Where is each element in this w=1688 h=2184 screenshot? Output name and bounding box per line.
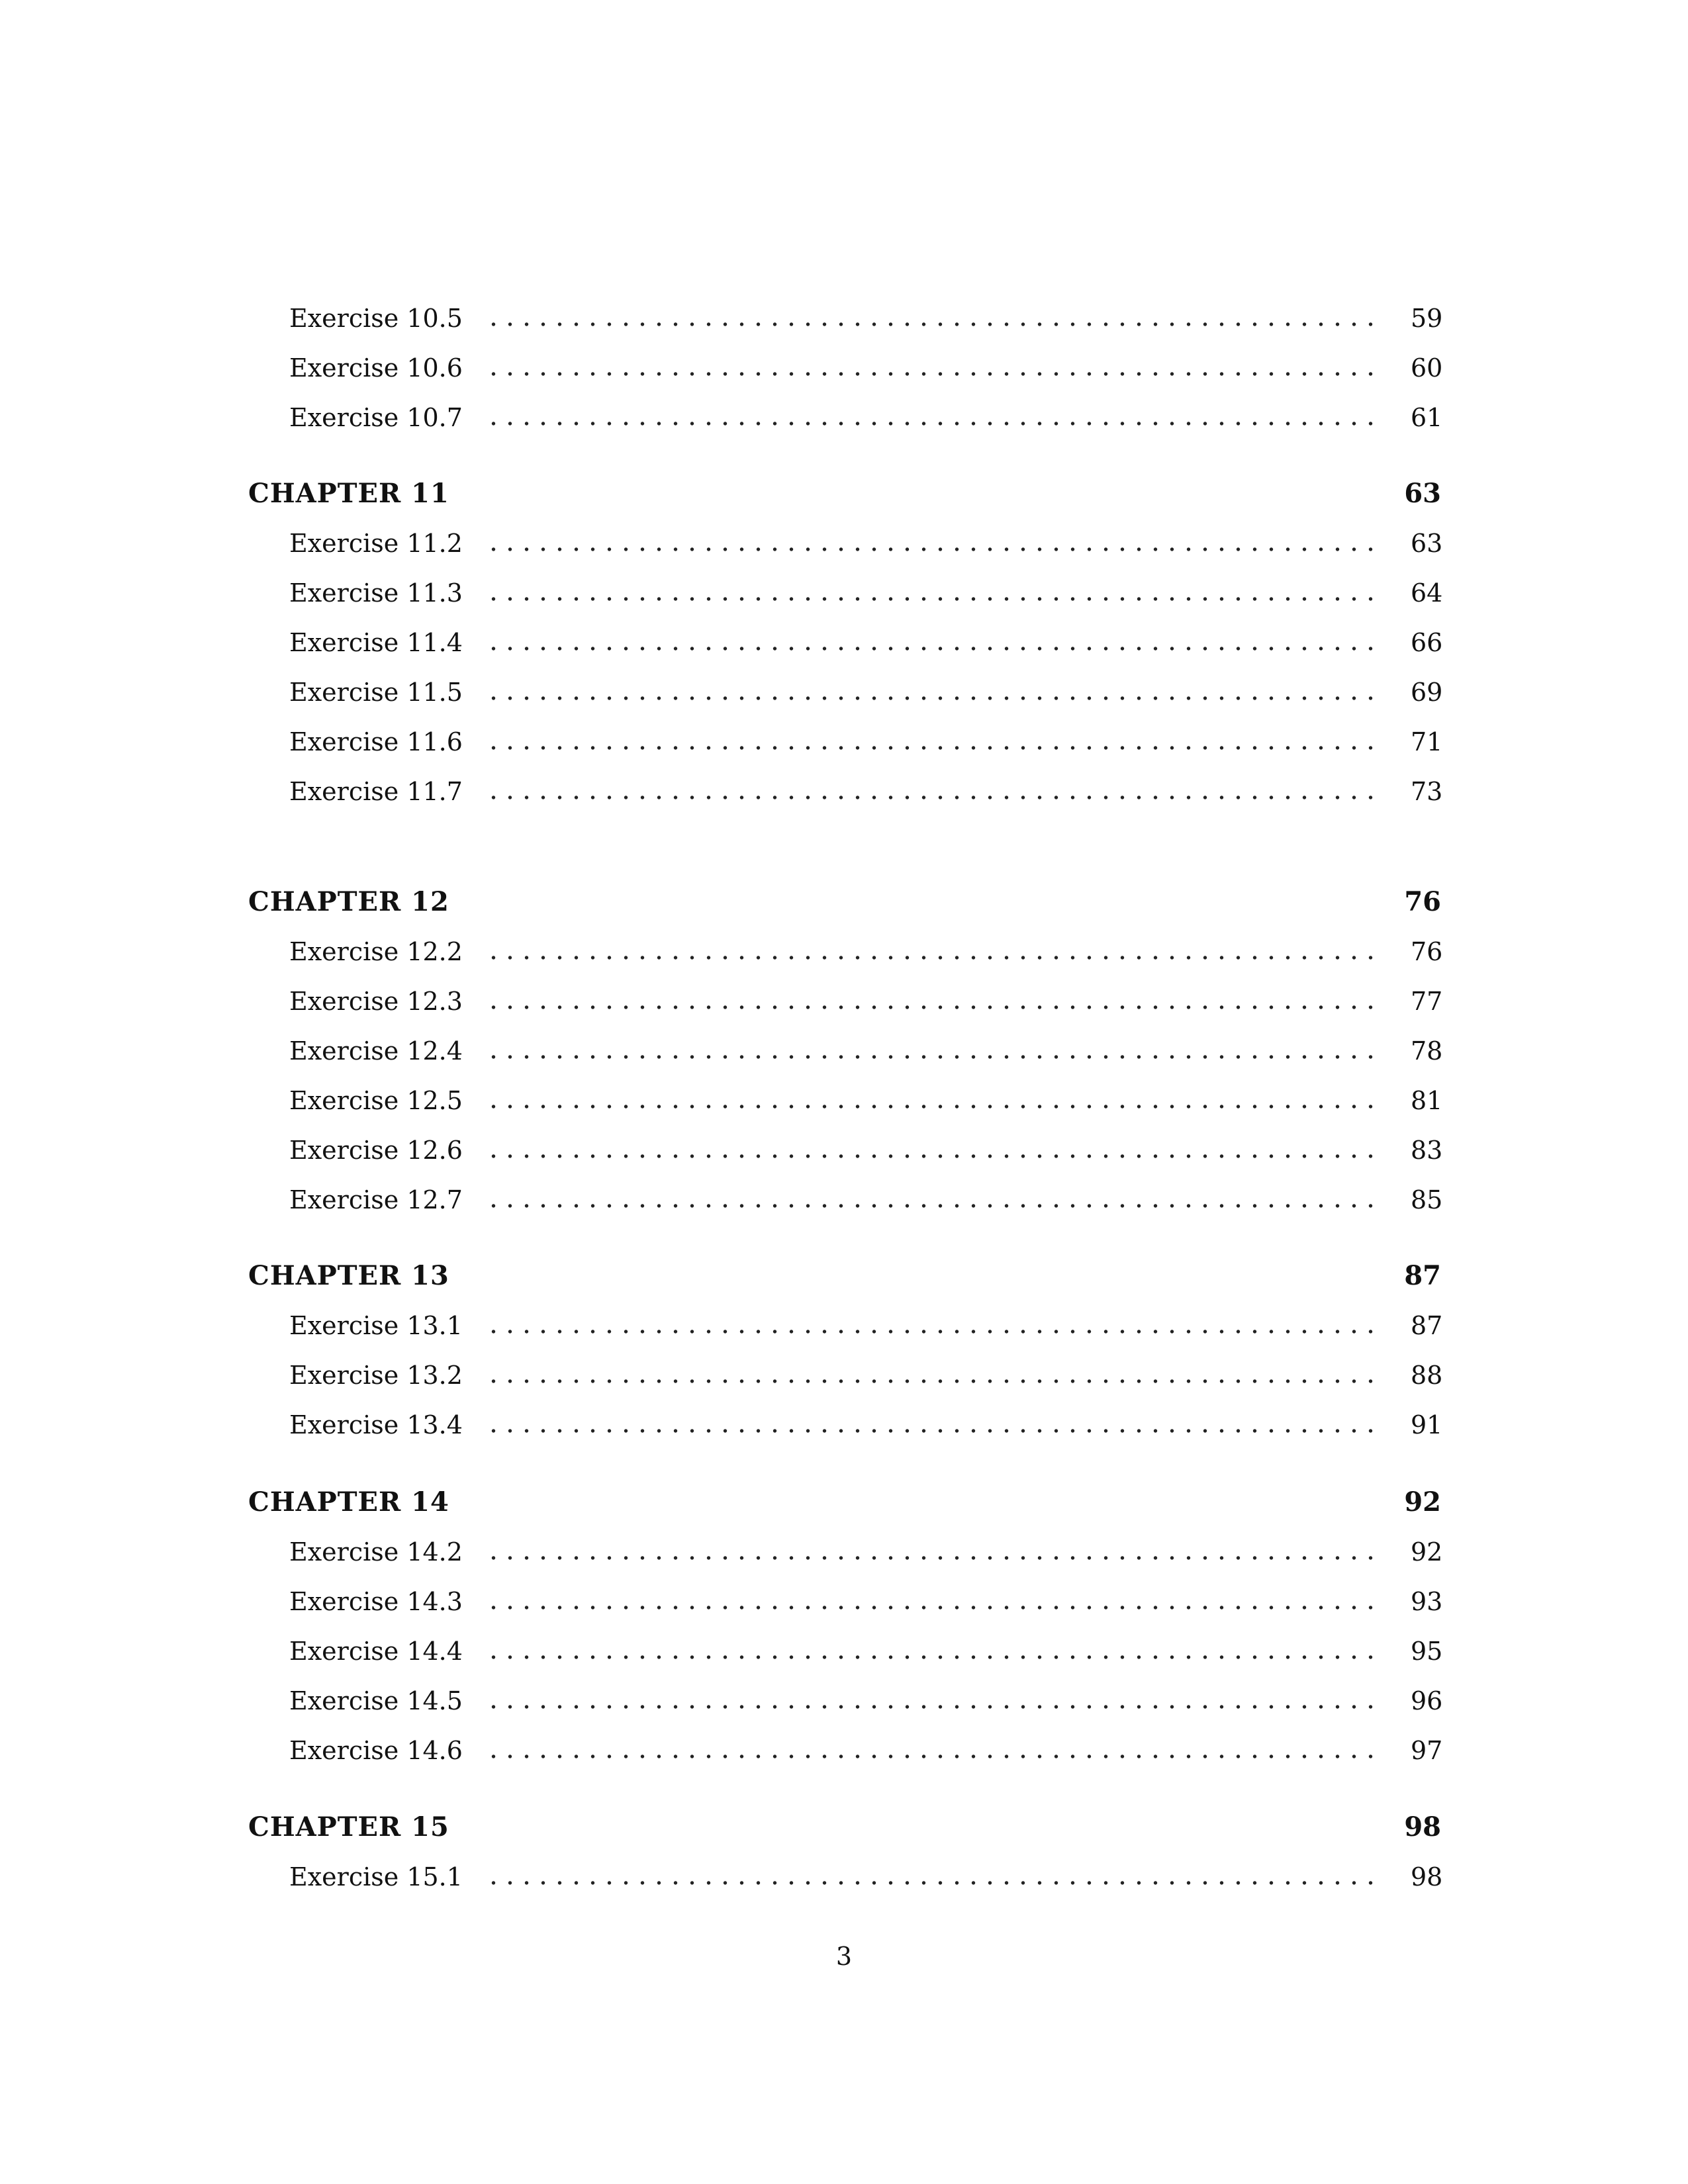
chapter-title: CHAPTER 13 xyxy=(248,1260,449,1291)
dot-leader xyxy=(485,954,1378,961)
toc-entry xyxy=(289,1527,1441,1577)
dot-leader xyxy=(485,1378,1378,1385)
exercise-label: Exercise 15.1 xyxy=(289,1862,463,1891)
exercise-page-number: 93 xyxy=(1411,1587,1443,1616)
dot-leader xyxy=(485,1555,1378,1561)
exercise-page-number: 81 xyxy=(1411,1086,1443,1115)
exercise-label: Exercise 13.4 xyxy=(289,1410,463,1439)
chapter-page-number: 92 xyxy=(1404,1486,1441,1518)
dot-leader xyxy=(485,1328,1378,1335)
toc-entry xyxy=(289,1075,1441,1126)
chapter-title: CHAPTER 15 xyxy=(248,1811,449,1843)
exercise-page-number: 71 xyxy=(1411,727,1443,756)
exercise-label: Exercise 12.2 xyxy=(289,937,463,966)
dot-leader xyxy=(485,1004,1378,1011)
exercise-label: Exercise 12.3 xyxy=(289,987,463,1016)
toc-chapter-heading xyxy=(248,877,1441,927)
exercise-label: Exercise 11.2 xyxy=(289,529,463,558)
toc-entry xyxy=(289,1852,1441,1902)
exercise-label: Exercise 11.4 xyxy=(289,628,463,657)
page-number: 3 xyxy=(835,1942,853,1971)
exercise-page-number: 77 xyxy=(1411,987,1443,1016)
exercise-label: Exercise 12.6 xyxy=(289,1136,463,1165)
dot-leader xyxy=(485,794,1378,801)
dot-leader xyxy=(485,596,1378,602)
toc-entry xyxy=(289,617,1441,668)
exercise-page-number: 87 xyxy=(1411,1311,1443,1340)
exercise-label: Exercise 11.5 xyxy=(289,678,463,707)
exercise-page-number: 66 xyxy=(1411,628,1443,657)
dot-leader xyxy=(485,745,1378,751)
chapter-title: CHAPTER 12 xyxy=(248,886,449,917)
chapter-page-number: 98 xyxy=(1404,1811,1441,1843)
dot-leader xyxy=(485,1428,1378,1434)
exercise-page-number: 83 xyxy=(1411,1136,1443,1165)
dot-leader xyxy=(485,1054,1378,1060)
exercise-label: Exercise 11.3 xyxy=(289,578,463,608)
exercise-label: Exercise 12.4 xyxy=(289,1036,463,1066)
exercise-page-number: 69 xyxy=(1411,678,1443,707)
toc-entry xyxy=(289,1125,1441,1175)
toc-entry xyxy=(289,518,1441,569)
exercise-label: Exercise 12.5 xyxy=(289,1086,463,1115)
toc-entry xyxy=(289,1676,1441,1726)
toc-chapter-heading xyxy=(248,1251,1441,1301)
exercise-page-number: 95 xyxy=(1411,1637,1443,1666)
exercise-label: Exercise 10.5 xyxy=(289,304,463,333)
exercise-label: Exercise 14.2 xyxy=(289,1537,463,1567)
exercise-page-number: 61 xyxy=(1411,403,1443,432)
toc-entry xyxy=(289,927,1441,977)
exercise-label: Exercise 10.7 xyxy=(289,403,463,432)
dot-leader xyxy=(485,1880,1378,1886)
exercise-page-number: 92 xyxy=(1411,1537,1443,1567)
exercise-page-number: 88 xyxy=(1411,1361,1443,1390)
toc-entry xyxy=(289,976,1441,1026)
toc-entry xyxy=(289,1300,1441,1351)
exercise-label: Exercise 11.7 xyxy=(289,777,463,806)
exercise-label: Exercise 10.6 xyxy=(289,353,463,383)
dot-leader xyxy=(485,1753,1378,1760)
toc-entry xyxy=(289,1400,1441,1450)
exercise-page-number: 59 xyxy=(1411,304,1443,333)
chapter-page-number: 76 xyxy=(1404,886,1441,917)
exercise-page-number: 98 xyxy=(1411,1862,1443,1891)
dot-leader xyxy=(485,420,1378,427)
toc-chapter-heading xyxy=(248,1477,1441,1527)
toc-entry xyxy=(289,1576,1441,1627)
toc-entry xyxy=(289,343,1441,393)
dot-leader xyxy=(485,546,1378,553)
exercise-page-number: 64 xyxy=(1411,578,1443,608)
exercise-page-number: 60 xyxy=(1411,353,1443,383)
dot-leader xyxy=(485,371,1378,377)
toc-entry xyxy=(289,717,1441,767)
exercise-label: Exercise 14.4 xyxy=(289,1637,463,1666)
exercise-page-number: 73 xyxy=(1411,777,1443,806)
chapter-page-number: 63 xyxy=(1404,478,1441,509)
exercise-page-number: 85 xyxy=(1411,1185,1443,1214)
chapter-title: CHAPTER 11 xyxy=(248,478,449,509)
toc-entry xyxy=(289,766,1441,817)
toc-chapter-heading xyxy=(248,469,1441,519)
exercise-page-number: 78 xyxy=(1411,1036,1443,1066)
exercise-page-number: 63 xyxy=(1411,529,1443,558)
exercise-page-number: 96 xyxy=(1411,1686,1443,1715)
toc-entry xyxy=(289,667,1441,717)
toc-entry xyxy=(289,568,1441,618)
chapter-title: CHAPTER 14 xyxy=(248,1486,449,1518)
exercise-page-number: 76 xyxy=(1411,937,1443,966)
toc-chapter-heading xyxy=(248,1802,1441,1852)
toc-entry xyxy=(289,293,1441,343)
exercise-label: Exercise 13.2 xyxy=(289,1361,463,1390)
dot-leader xyxy=(485,1654,1378,1661)
dot-leader xyxy=(485,695,1378,702)
toc-entry xyxy=(289,1725,1441,1776)
dot-leader xyxy=(485,1203,1378,1209)
dot-leader xyxy=(485,1153,1378,1160)
exercise-page-number: 91 xyxy=(1411,1410,1443,1439)
toc-entry xyxy=(289,1175,1441,1225)
exercise-label: Exercise 13.1 xyxy=(289,1311,463,1340)
dot-leader xyxy=(485,1704,1378,1710)
dot-leader xyxy=(485,1604,1378,1611)
toc-entry xyxy=(289,392,1441,443)
exercise-label: Exercise 14.6 xyxy=(289,1736,463,1765)
exercise-label: Exercise 12.7 xyxy=(289,1185,463,1214)
dot-leader xyxy=(485,645,1378,652)
dot-leader xyxy=(485,321,1378,328)
exercise-label: Exercise 14.5 xyxy=(289,1686,463,1715)
dot-leader xyxy=(485,1103,1378,1110)
chapter-page-number: 87 xyxy=(1404,1260,1441,1291)
exercise-label: Exercise 11.6 xyxy=(289,727,463,756)
toc-entry xyxy=(289,1026,1441,1076)
toc-entry xyxy=(289,1350,1441,1400)
toc-entry xyxy=(289,1626,1441,1676)
exercise-label: Exercise 14.3 xyxy=(289,1587,463,1616)
exercise-page-number: 97 xyxy=(1411,1736,1443,1765)
